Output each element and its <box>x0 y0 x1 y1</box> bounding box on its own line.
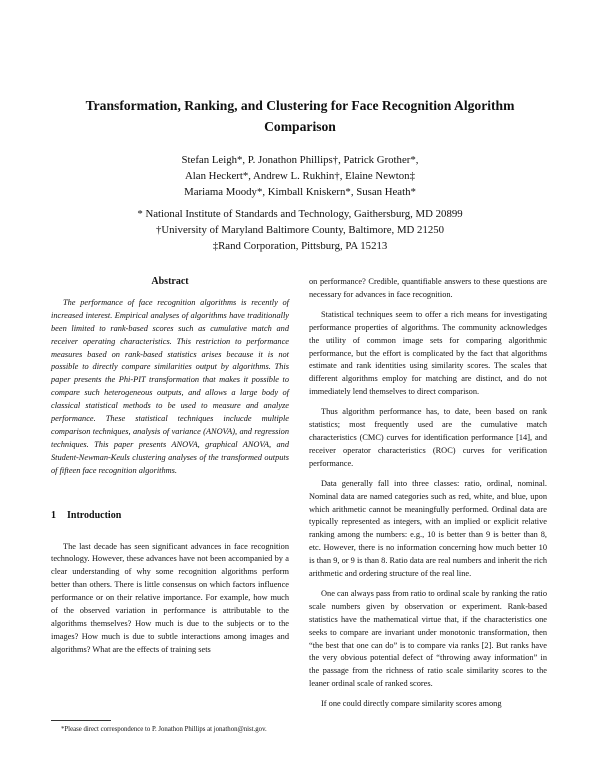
footnote-text: *Please direct correspondence to P. Jonathon Phillips at jonathon@nist.gov. <box>61 726 267 733</box>
paragraph-rank-statistics: Thus algorithm performance has, to date, been based on rank statistics; most frequently used are the cumulative match characteristics (CMC) curves for identification performance [14], and receiver operator characteristics (ROC) curves for verification performance. <box>309 407 547 468</box>
author-line-3: Mariama Moody*, Kimball Kniskern*, Susan Heath* <box>184 186 416 198</box>
paragraph-continuation: on performance? Credible, quantifiable answers to these questions are necessary for advances in face recognition. <box>309 277 547 299</box>
section-number: 1 <box>51 509 56 521</box>
left-column <box>51 276 289 664</box>
footnote <box>51 725 289 735</box>
right-column <box>309 276 547 718</box>
abstract-text: The performance of face recognition algorithms is recently of increased interest. Empirical analyses of algorithms have traditionally been limited to rank-based scores such as cumulative match and receiver operating characteristics. This restriction to performance measures based on rank-based statistics arises because it is not possible to directly compare similarities output by algorithms. This paper presents the Phi-PIT transformation that makes it possible to compare such heterogeneous outputs, and allows a large body of classical statistical methods to be used to measure and analyze performance. These statistical techniques inclucde multiple comparison techniques, analysis of variance (ANOVA), and regression techniques. This paper presents ANOVA, graphical ANOVA, and Student-Newman-Keuls clustering analyses of the transformed outputs of fifteen face recognition algorithms. <box>51 297 289 475</box>
paragraph-data-classes: Data generally fall into three classes: ratio, ordinal, nominal. Nominal data are named categories such as red, white, and blue, upon which arithmetic cannot be meaningfully performed. Ordinal data are typically represented as integers, with an implied or explicit relative ranking among the numbers: e.g., 10 is better than 9 is better than 8, etc. However, there is no information concerning how much better 10 is than 9, or 9 is than 8. Ratio data are real numbers and inherit the rich arithmetic and ordering structure of the real line. <box>309 478 547 579</box>
paragraph-direct-compare: If one could directly compare similarity scores among <box>321 699 502 709</box>
author-line-1: Stefan Leigh*, P. Jonathon Phillips†, Patrick Grother*, <box>181 154 419 166</box>
paper-title-line-1: Transformation, Ranking, and Clustering for Face Recognition Algorithm <box>85 98 515 113</box>
paragraph-ratio-to-ordinal: One can always pass from ratio to ordinal scale by ranking the ratio scale numbers given by observation or experiment. Rank-based statistics have the mathematical virtue that, if the characteristics one seeks to compare are invariant under monotonic transformation, then “the best that one can do” is to compare via ranks [2]. But ranks have the very obvious potential defect of “throwing away information” in the passage from the richness of ratio scale similarity scores to the leaner ordinal scale of ranked scores. <box>309 588 547 689</box>
affiliation-line-3: ‡Rand Corporation, Pittsburg, PA 15213 <box>212 240 388 252</box>
abstract-heading: Abstract <box>151 276 189 287</box>
paragraph-statistical-techniques: Statistical techniques seem to offer a rich means for investigating performance properties of algorithms. The community acknowledges the utility of common image sets for comparing algorithmic performance, but the effort is complicated by the fact that algorithms estimate and rank identities using similarity scores. The scales that different algorithms employ for matching are distinct, and do not immediately lend themselves to direct comparison. <box>309 309 547 397</box>
intro-paragraph: The last decade has seen significant advances in face recognition technology. However, these advances have not been accompanied by a clear understanding of why some recognition algorithms perform better than others. There is little consensus on which factors influence performance or on their relative importance. For example, how much of the observed variation in performance is attributable to the algorithms themselves? How much is due to the subjects or to the images? How much is due to subtle interactions among images and algorithms? What are the effects of training sets <box>51 541 289 654</box>
affiliation-list <box>40 206 560 254</box>
paper-title-line-2: Comparison <box>264 119 336 134</box>
section-title: Introduction <box>67 509 122 521</box>
author-line-2: Alan Heckert*, Andrew L. Rukhin†, Elaine Newton‡ <box>185 170 415 182</box>
section-heading-introduction <box>51 510 289 523</box>
footnote-rule <box>51 720 111 721</box>
affiliation-line-1: * National Institute of Standards and Technology, Gaithersburg, MD 20899 <box>137 208 463 220</box>
paper-title <box>40 95 560 137</box>
affiliation-line-2: †University of Maryland Baltimore County, Baltimore, MD 21250 <box>155 224 445 236</box>
author-list <box>40 152 560 200</box>
